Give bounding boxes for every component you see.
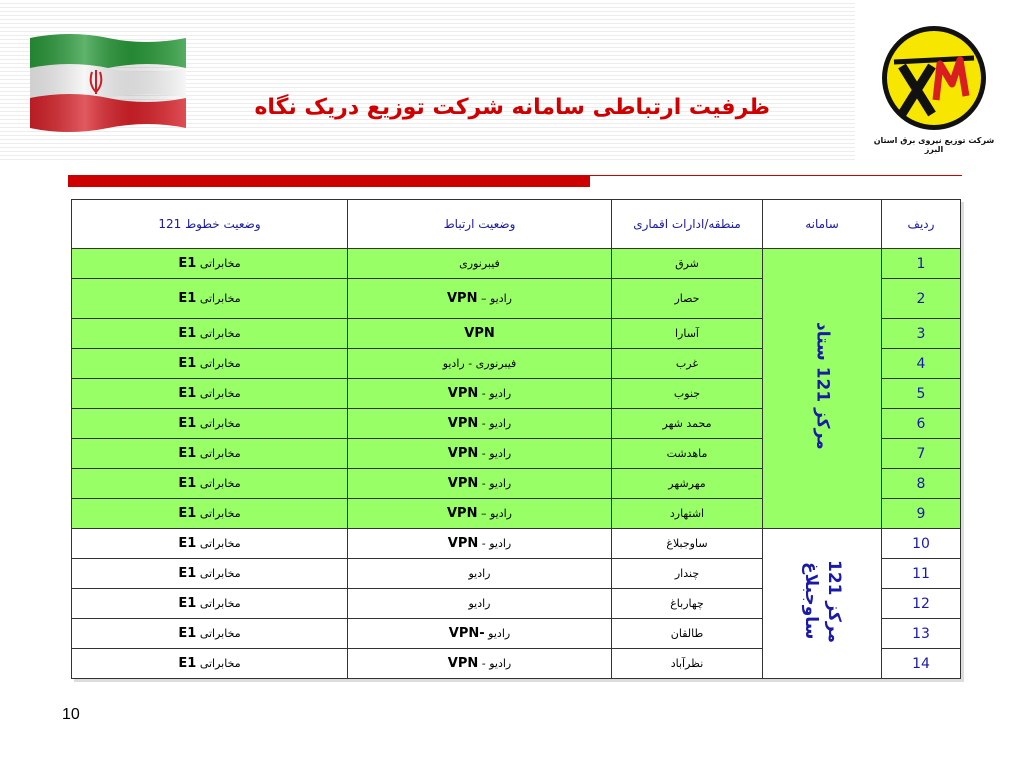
row-number-cell: 5 xyxy=(882,379,961,409)
link-status-cell xyxy=(348,379,612,409)
region-cell: چهارباغ xyxy=(612,589,763,619)
link-code: VPN xyxy=(447,536,479,551)
region-cell: ماهدشت xyxy=(612,439,763,469)
lines-code: E1 xyxy=(178,506,197,521)
row-number-cell: 9 xyxy=(882,499,961,529)
header-region: منطقه/ادارات اقماری xyxy=(612,200,763,249)
link-status-cell xyxy=(348,499,612,529)
row-number-cell: 3 xyxy=(882,319,961,349)
lines-status-cell xyxy=(72,589,348,619)
region-cell: ساوجبلاغ xyxy=(612,529,763,559)
lines-type-text: مخابراتی xyxy=(199,257,241,270)
row-number-cell: 14 xyxy=(882,649,961,679)
row-number-cell: 4 xyxy=(882,349,961,379)
header-system: سامانه xyxy=(763,200,882,249)
lines-status-cell xyxy=(72,499,348,529)
row-number-cell: 8 xyxy=(882,469,961,499)
table-row xyxy=(72,529,961,559)
lines-status-cell xyxy=(72,619,348,649)
lines-status-cell xyxy=(72,529,348,559)
lines-code: E1 xyxy=(178,626,197,641)
link-separator: - xyxy=(481,417,486,430)
communication-capacity-table xyxy=(71,199,961,679)
link-type-text: رادیو xyxy=(488,627,511,640)
link-type-text: رادیو xyxy=(489,292,512,305)
link-status-cell xyxy=(348,559,612,589)
header-link-status: وضعیت ارتباط xyxy=(348,200,612,249)
lines-status-cell xyxy=(72,319,348,349)
link-code: VPN xyxy=(464,326,495,341)
row-number-cell: 7 xyxy=(882,439,961,469)
region-cell: نظرآباد xyxy=(612,649,763,679)
link-status-text: فیبرنوری - رادیو xyxy=(442,357,517,370)
link-status-cell xyxy=(348,589,612,619)
row-number-cell: 12 xyxy=(882,589,961,619)
link-status-text: رادیو xyxy=(468,567,491,580)
region-cell: آسارا xyxy=(612,319,763,349)
link-separator: – xyxy=(480,507,487,520)
lines-code: E1 xyxy=(178,326,197,341)
region-cell: محمد شهر xyxy=(612,409,763,439)
lines-status-cell xyxy=(72,439,348,469)
link-separator: - xyxy=(481,477,486,490)
link-code: VPN xyxy=(447,476,479,491)
lines-type-text: مخابراتی xyxy=(199,447,241,460)
link-type-text: رادیو xyxy=(489,387,512,400)
lines-code: E1 xyxy=(178,566,197,581)
table-row xyxy=(72,249,961,279)
region-cell: شرق xyxy=(612,249,763,279)
link-separator: - xyxy=(481,537,486,550)
link-status-cell xyxy=(348,249,612,279)
link-status-cell xyxy=(348,619,612,649)
lines-status-cell xyxy=(72,379,348,409)
link-code: VPN xyxy=(447,416,479,431)
lines-status-cell xyxy=(72,469,348,499)
link-status-text: رادیو xyxy=(468,597,491,610)
lines-type-text: مخابراتی xyxy=(199,417,241,430)
link-type-text: رادیو xyxy=(489,477,512,490)
lines-code: E1 xyxy=(178,386,197,401)
lines-code: E1 xyxy=(178,291,197,306)
lines-type-text: مخابراتی xyxy=(199,357,241,370)
link-status-cell xyxy=(348,349,612,379)
region-cell: اشتهارد xyxy=(612,499,763,529)
lines-type-text: مخابراتی xyxy=(199,627,241,640)
link-type-text: رادیو xyxy=(489,537,512,550)
iran-flag-image xyxy=(30,30,186,134)
system-group-label: مرکز 121 ستاد xyxy=(812,322,833,450)
lines-type-text: مخابراتی xyxy=(199,537,241,550)
lines-type-text: مخابراتی xyxy=(199,292,241,305)
company-logo xyxy=(872,22,996,157)
row-number-cell: 1 xyxy=(882,249,961,279)
link-code: VPN xyxy=(447,656,479,671)
link-code: VPN xyxy=(447,291,478,306)
title-underline-line xyxy=(590,175,962,176)
row-number-cell: 2 xyxy=(882,279,961,319)
link-code: VPN- xyxy=(448,626,485,641)
link-status-cell xyxy=(348,409,612,439)
link-status-cell xyxy=(348,649,612,679)
lines-type-text: مخابراتی xyxy=(199,387,241,400)
link-code: VPN xyxy=(447,506,478,521)
link-status-cell xyxy=(348,319,612,349)
lines-type-text: مخابراتی xyxy=(199,507,241,520)
link-status-cell xyxy=(348,279,612,319)
region-cell: جنوب xyxy=(612,379,763,409)
row-number-cell: 10 xyxy=(882,529,961,559)
lines-code: E1 xyxy=(178,476,197,491)
logo-caption: شرکت توزیع نیروی برق استان البرز xyxy=(873,136,995,154)
link-code: VPN xyxy=(447,446,479,461)
page-number: 10 xyxy=(62,706,80,723)
lines-code: E1 xyxy=(178,356,197,371)
lines-status-cell xyxy=(72,649,348,679)
table-header-row xyxy=(72,200,961,249)
row-number-cell: 13 xyxy=(882,619,961,649)
link-separator: - xyxy=(481,447,486,460)
link-type-text: رادیو xyxy=(489,417,512,430)
header-row-number: ردیف xyxy=(882,200,961,249)
system-group-headquarters xyxy=(763,249,882,529)
lines-code: E1 xyxy=(178,596,197,611)
title-underline-bar xyxy=(68,175,590,187)
region-cell: چندار xyxy=(612,559,763,589)
lines-type-text: مخابراتی xyxy=(199,477,241,490)
lines-code: E1 xyxy=(178,536,197,551)
region-cell: حصار xyxy=(612,279,763,319)
system-group-label: مرکز 121 ساوجبلاغ xyxy=(801,559,844,643)
lines-status-cell xyxy=(72,249,348,279)
row-number-cell: 11 xyxy=(882,559,961,589)
lines-type-text: مخابراتی xyxy=(199,657,241,670)
link-separator: – xyxy=(480,292,487,305)
system-group-savojbolagh xyxy=(763,529,882,679)
link-status-text: فیبرنوری xyxy=(459,257,500,270)
lines-code: E1 xyxy=(178,446,197,461)
lines-type-text: مخابراتی xyxy=(199,567,241,580)
lines-status-cell xyxy=(72,409,348,439)
header-lines-status: وضعیت خطوط 121 xyxy=(72,200,348,249)
logo-emblem-icon xyxy=(872,22,996,134)
row-number-cell: 6 xyxy=(882,409,961,439)
region-cell: مهرشهر xyxy=(612,469,763,499)
lines-type-text: مخابراتی xyxy=(199,597,241,610)
lines-code: E1 xyxy=(178,416,197,431)
link-code: VPN xyxy=(447,386,479,401)
link-status-cell xyxy=(348,529,612,559)
link-type-text: رادیو xyxy=(489,507,512,520)
link-status-cell xyxy=(348,439,612,469)
lines-status-cell xyxy=(72,349,348,379)
lines-code: E1 xyxy=(178,256,197,271)
link-type-text: رادیو xyxy=(489,447,512,460)
link-type-text: رادیو xyxy=(489,657,512,670)
link-separator: - xyxy=(481,387,486,400)
lines-code: E1 xyxy=(178,656,197,671)
lines-status-cell xyxy=(72,279,348,319)
region-cell: غرب xyxy=(612,349,763,379)
page-title: ظرفیت ارتباطی سامانه شرکت توزیع دریک نگاه xyxy=(254,95,770,120)
region-cell: طالقان xyxy=(612,619,763,649)
lines-type-text: مخابراتی xyxy=(199,327,241,340)
lines-status-cell xyxy=(72,559,348,589)
link-separator: - xyxy=(481,657,486,670)
link-status-cell xyxy=(348,469,612,499)
